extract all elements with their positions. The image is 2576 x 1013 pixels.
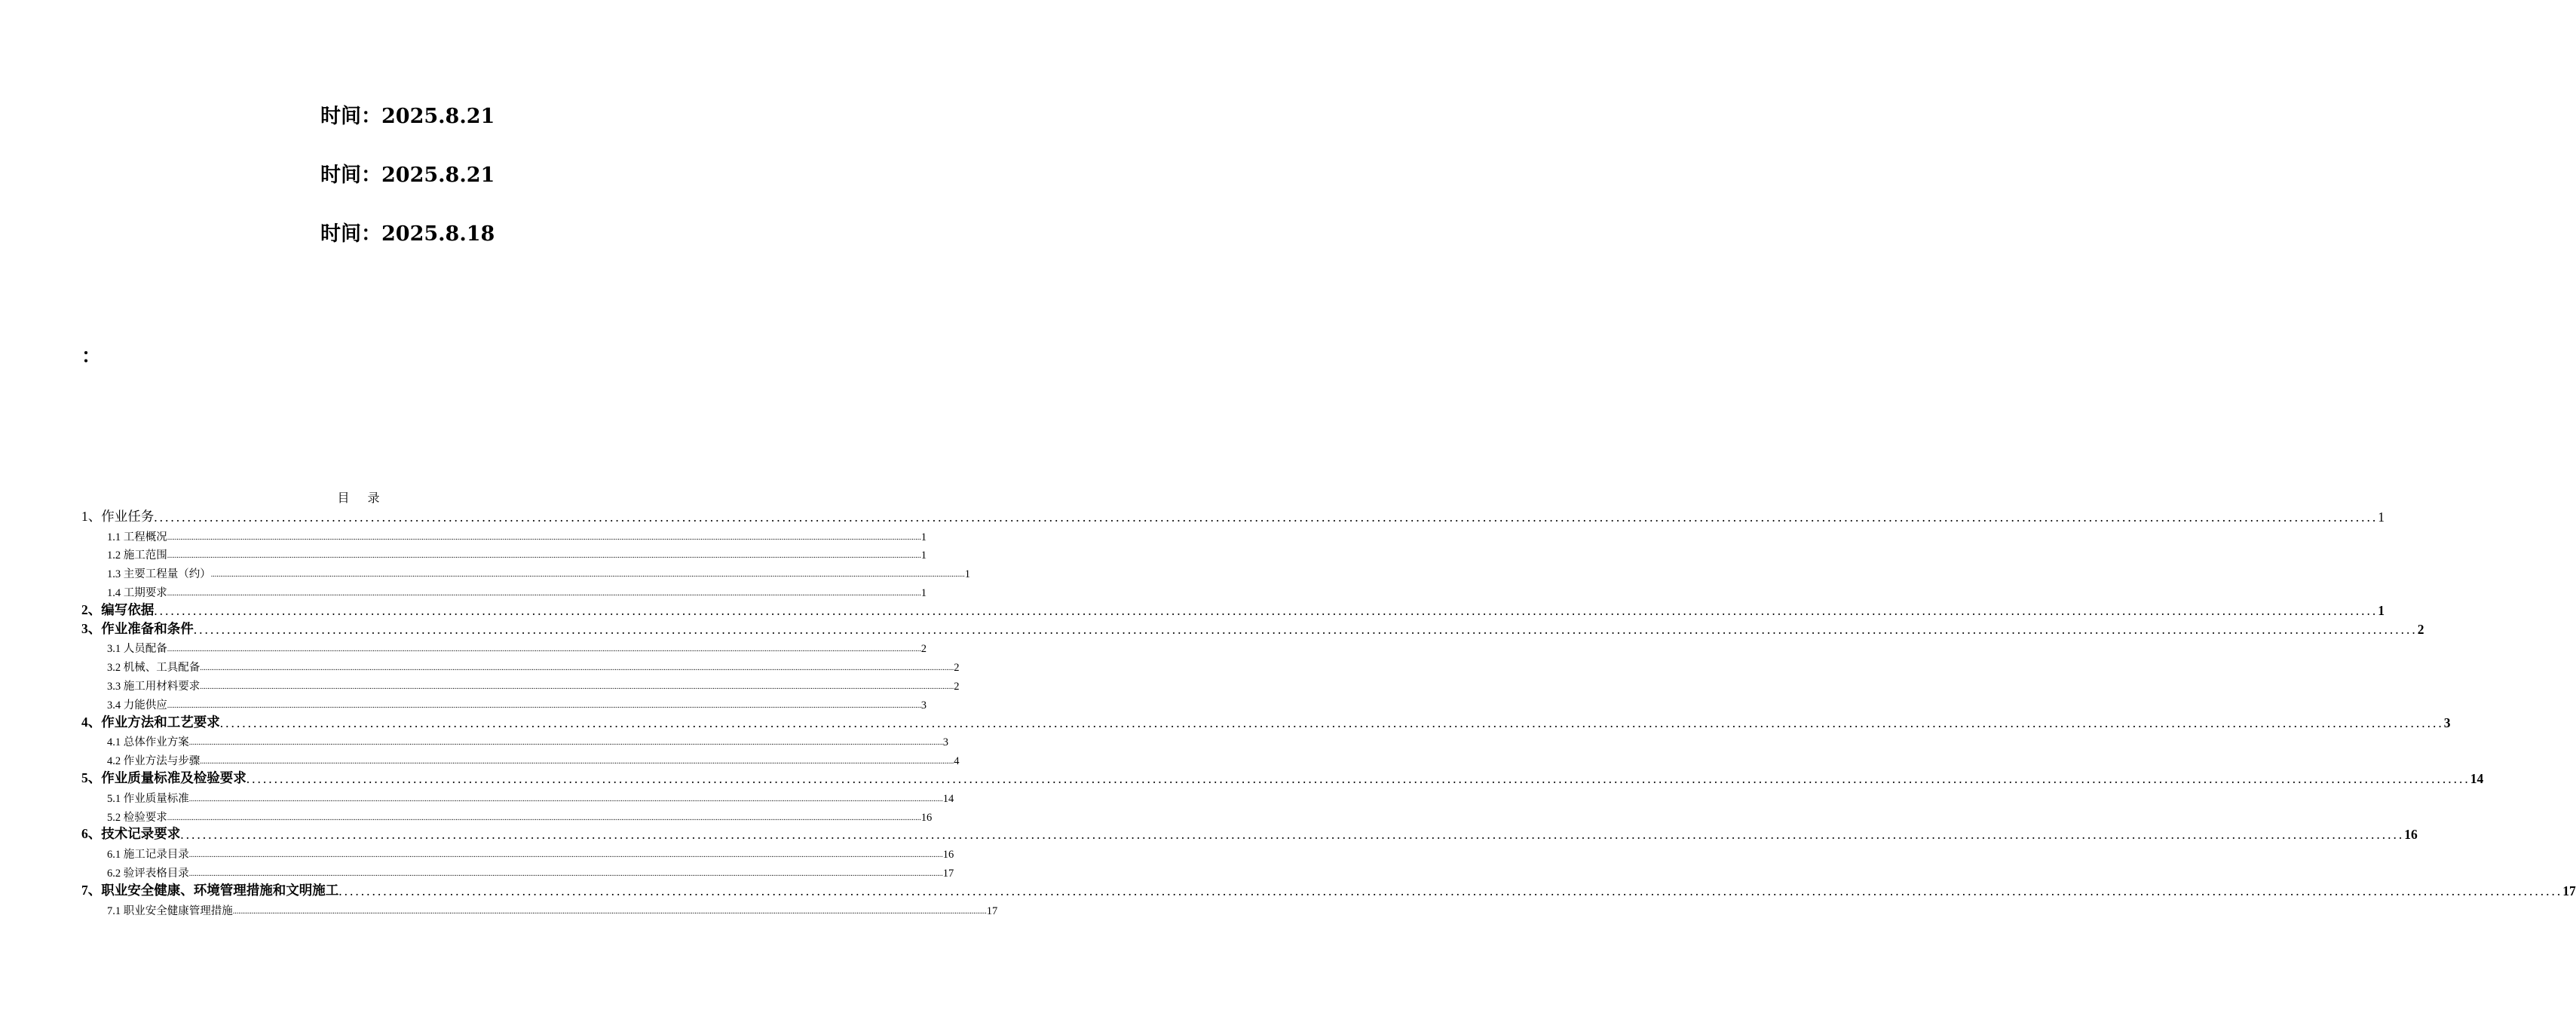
toc-entry-label: 7.1 职业安全健康管理措施 (107, 904, 233, 917)
stray-colon: ： (81, 345, 102, 367)
toc-entry-label: 3.1 人员配备 (107, 643, 167, 656)
toc-dot-leader: ................................................................................................................................................................................................................................................................................................................................................................................................................ (180, 827, 2405, 843)
toc-page-number: 1 (2378, 602, 2385, 618)
toc-dot-leader: ................................................................................................................................................................................................................................................................................................................................................................................................................ (188, 739, 943, 748)
toc-page-number: 2 (920, 643, 927, 656)
toc-entry-label: 3.2 机械、工具配备 (107, 662, 201, 675)
toc-page-number: 16 (942, 849, 954, 862)
toc-page-number: 3 (920, 699, 927, 712)
toc-dot-leader: ................................................................................................................................................................................................................................................................................................................................................................................................................ (167, 813, 921, 822)
toc-subentry[interactable] (81, 675, 960, 693)
toc-entry-label: 4、作业方法和工艺要求 (81, 714, 220, 730)
toc-dot-leader: ................................................................................................................................................................................................................................................................................................................................................................................................................ (200, 757, 954, 767)
toc-entry[interactable] (81, 619, 2424, 638)
time-value: 2025.8.18 (381, 222, 495, 246)
toc-dot-leader: ................................................................................................................................................................................................................................................................................................................................................................................................................ (232, 907, 987, 916)
toc-subentry[interactable] (81, 899, 998, 918)
toc-subentry[interactable] (81, 525, 927, 544)
toc-entry[interactable] (81, 768, 2484, 787)
toc-subentry[interactable] (81, 787, 954, 806)
toc-entry[interactable] (81, 600, 2385, 619)
toc-subentry[interactable] (81, 731, 948, 750)
toc-page-number: 1 (964, 568, 970, 581)
toc-entry-label: 1、作业任务 (81, 508, 155, 524)
toc-subentry[interactable] (81, 638, 927, 656)
toc-page-number: 2 (954, 680, 960, 693)
toc-subentry[interactable] (81, 862, 954, 880)
toc-dot-leader: ................................................................................................................................................................................................................................................................................................................................................................................................................ (338, 883, 2563, 898)
toc-dot-leader: ................................................................................................................................................................................................................................................................................................................................................................................................................ (246, 770, 2470, 786)
time-label: 时间： (320, 164, 381, 187)
toc-entry[interactable] (81, 506, 2385, 525)
toc-dot-leader: ................................................................................................................................................................................................................................................................................................................................................................................................................ (167, 533, 921, 542)
toc-page-number: 1 (2378, 509, 2385, 525)
toc-page-number: 17 (2562, 883, 2576, 898)
toc-entry[interactable] (81, 880, 2576, 899)
toc-entry-label: 4.1 总体作业方案 (107, 736, 189, 749)
toc-subentry[interactable] (81, 544, 927, 563)
toc-dot-leader: ................................................................................................................................................................................................................................................................................................................................................................................................................ (154, 509, 2378, 525)
toc-page-number: 14 (942, 792, 954, 805)
toc-dot-leader: ................................................................................................................................................................................................................................................................................................................................................................................................................ (200, 682, 954, 691)
toc-entry[interactable] (81, 825, 2418, 843)
toc-dot-leader: ................................................................................................................................................................................................................................................................................................................................................................................................................ (188, 851, 943, 860)
toc-dot-leader: ................................................................................................................................................................................................................................................................................................................................................................................................................ (200, 664, 954, 673)
toc-entry-label: 4.2 作业方法与步骤 (107, 755, 201, 768)
toc-page-number: 16 (920, 811, 933, 824)
toc-dot-leader: ................................................................................................................................................................................................................................................................................................................................................................................................................ (167, 701, 921, 710)
toc-dot-leader: ................................................................................................................................................................................................................................................................................................................................................................................................................ (188, 794, 943, 803)
toc-subentry[interactable] (81, 843, 954, 862)
toc-page-number: 2 (2417, 621, 2424, 637)
toc-entry[interactable] (81, 712, 2451, 731)
toc-page-number: 17 (986, 904, 998, 917)
toc-entry-label: 1.4 工期要求 (107, 586, 167, 599)
toc-dot-leader: ................................................................................................................................................................................................................................................................................................................................................................................................................ (210, 571, 965, 580)
toc-dot-leader: ................................................................................................................................................................................................................................................................................................................................................................................................................ (167, 552, 921, 561)
toc-page-number: 2 (954, 662, 960, 675)
toc-entry-label: 6.1 施工记录目录 (107, 849, 189, 862)
toc-entry-label: 7、职业安全健康、环境管理措施和文明施工 (81, 882, 339, 898)
toc-page-number: 4 (954, 755, 960, 768)
toc-page-number: 1 (920, 586, 927, 599)
table-of-contents (81, 506, 2576, 918)
toc-entry-label: 3.3 施工用材料要求 (107, 680, 201, 693)
toc-entry-label: 1.3 主要工程量（约） (107, 568, 211, 581)
toc-dot-leader: ................................................................................................................................................................................................................................................................................................................................................................................................................ (154, 602, 2378, 618)
toc-page-number: 1 (920, 531, 927, 543)
time-value: 2025.8.21 (381, 105, 495, 128)
time-line-2 (320, 158, 495, 188)
toc-dot-leader: ................................................................................................................................................................................................................................................................................................................................................................................................................ (193, 621, 2418, 637)
toc-entry-label: 2、编写依据 (81, 601, 155, 617)
toc-entry-label: 6、技术记录要求 (81, 826, 181, 842)
toc-entry-label: 1.2 施工范围 (107, 549, 167, 562)
toc-entry-label: 3.4 力能供应 (107, 699, 167, 712)
toc-entry-label: 6.2 验评表格目录 (107, 867, 189, 880)
toc-dot-leader: ................................................................................................................................................................................................................................................................................................................................................................................................................ (167, 589, 921, 598)
toc-page-number: 1 (920, 549, 927, 562)
time-line-1 (320, 99, 495, 129)
toc-entry-label: 5.1 作业质量标准 (107, 792, 189, 805)
time-label: 时间： (320, 222, 381, 246)
toc-title: 目录 (337, 492, 398, 505)
toc-entry-label: 1.1 工程概况 (107, 531, 167, 543)
toc-subentry[interactable] (81, 749, 960, 768)
toc-page-number: 3 (2443, 715, 2451, 730)
toc-page-number: 14 (2470, 770, 2484, 786)
time-value: 2025.8.21 (381, 164, 495, 187)
time-line-3 (320, 217, 495, 246)
toc-entry-label: 5.2 检验要求 (107, 811, 167, 824)
toc-subentry[interactable] (81, 806, 933, 825)
toc-subentry[interactable] (81, 693, 927, 712)
toc-subentry[interactable] (81, 656, 960, 675)
toc-page-number: 17 (942, 867, 954, 880)
toc-dot-leader: ................................................................................................................................................................................................................................................................................................................................................................................................................ (167, 645, 921, 654)
toc-entry-label: 5、作业质量标准及检验要求 (81, 770, 247, 785)
toc-entry-label: 3、作业准备和条件 (81, 620, 194, 636)
toc-subentry[interactable] (81, 581, 927, 600)
toc-dot-leader: ................................................................................................................................................................................................................................................................................................................................................................................................................ (219, 715, 2444, 730)
time-label: 时间： (320, 105, 381, 128)
toc-page-number: 16 (2404, 827, 2418, 843)
toc-dot-leader: ................................................................................................................................................................................................................................................................................................................................................................................................................ (188, 869, 943, 878)
toc-page-number: 3 (942, 736, 948, 749)
toc-subentry[interactable] (81, 562, 970, 581)
